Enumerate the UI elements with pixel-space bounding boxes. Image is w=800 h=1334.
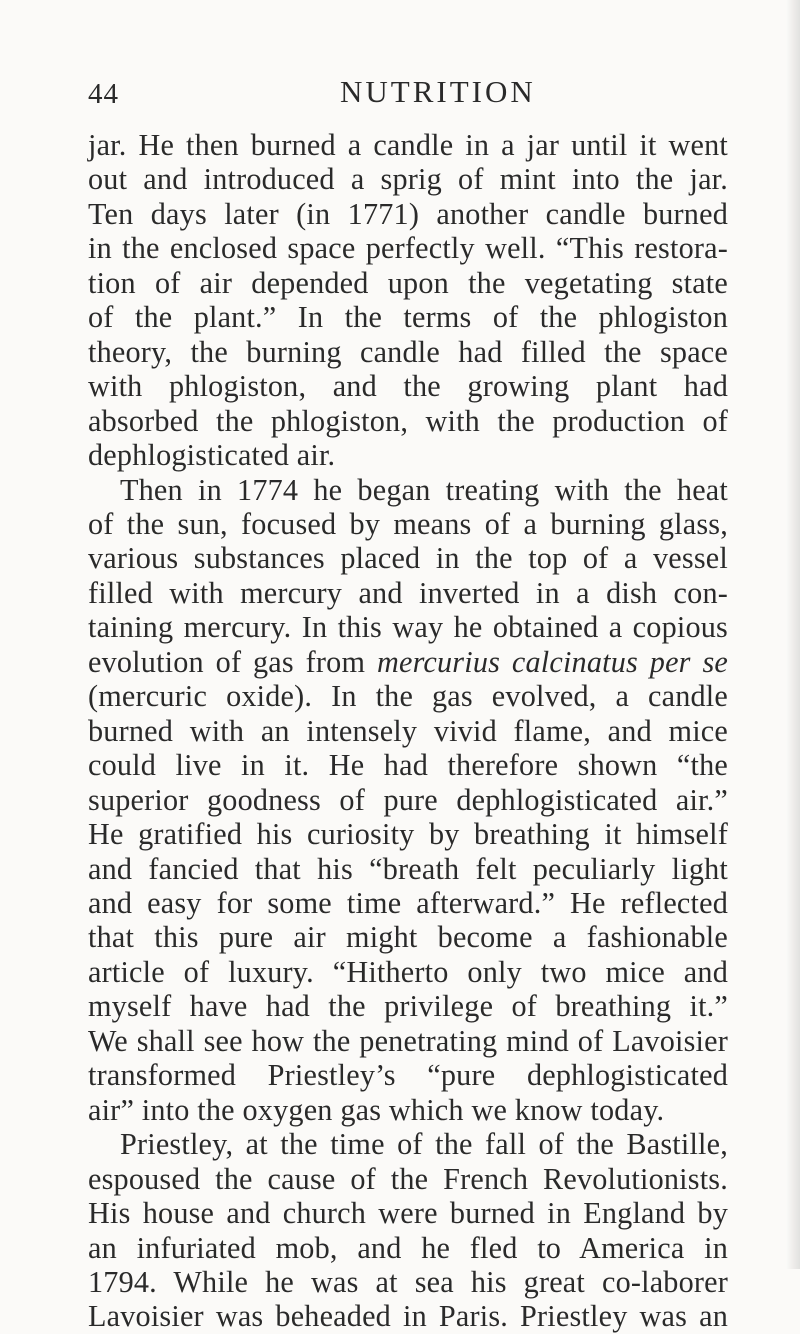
text-line: could live in it. He had therefore shown “the	[88, 748, 728, 783]
text-line: jar. He then burned a candle in a jar until it went	[88, 128, 728, 162]
text-line: an infuriated mob, and he fled to America in	[88, 1230, 728, 1265]
page-edge-shadow	[786, 0, 800, 1269]
text-line: of the sun, focused by means of a burning glass,	[88, 506, 728, 541]
text-line: of the plant.” In the terms of the phlogiston	[88, 300, 728, 335]
text-line: taining mercury. In this way he obtained a copious	[88, 610, 728, 645]
text-line: filled with mercury and inverted in a dish con-	[88, 575, 728, 610]
text-line: burned with an intensely vivid flame, and mice	[88, 713, 728, 748]
paragraph-3	[88, 1127, 728, 1334]
running-head: NUTRITION	[340, 74, 536, 109]
paragraph-1	[88, 128, 728, 473]
text-line: (mercuric oxide). In the gas evolved, a candle	[88, 679, 728, 714]
text-line: His house and church were burned in England by	[88, 1196, 728, 1231]
text-line: theory, the burning candle had filled the space	[88, 334, 728, 369]
text-line: Then in 1774 he began treating with the heat	[120, 472, 728, 507]
paragraph-2	[88, 473, 728, 1128]
text-line: 1794. While he was at sea his great co-laborer	[88, 1264, 728, 1299]
page-number: 44	[88, 78, 119, 110]
text-line: and easy for some time afterward.” He reflected	[88, 885, 728, 920]
text-line: absorbed the phlogiston, with the production of	[88, 403, 728, 438]
page-header	[88, 74, 728, 114]
text-line: air” into the oxygen gas which we know today.	[88, 1092, 665, 1127]
text-line: Lavoisier was beheaded in Paris. Priestley was an	[88, 1299, 728, 1334]
text-line: and fancied that his “breath felt peculiarly light	[88, 851, 728, 886]
text-line: transformed Priestley’s “pure dephlogisticated	[88, 1058, 728, 1093]
text-line: espoused the cause of the French Revolutionists.	[88, 1161, 728, 1196]
text-line: He gratified his curiosity by breathing it himself	[88, 817, 728, 852]
text-line: various substances placed in the top of a vessel	[88, 541, 728, 576]
text-line: that this pure air might become a fashionable	[88, 920, 728, 955]
text-line: in the enclosed space perfectly well. “This restora-	[88, 231, 728, 266]
text-run: evolution of gas from	[88, 644, 377, 679]
text-line-with-italic	[88, 645, 728, 679]
text-line: We shall see how the penetrating mind of Lavoisier	[88, 1023, 728, 1058]
text-line: myself have had the privilege of breathing it.”	[88, 989, 728, 1024]
text-line: Priestley, at the time of the fall of the Bastille,	[120, 1127, 728, 1162]
text-line: with phlogiston, and the growing plant had	[88, 369, 728, 404]
text-line: out and introduced a sprig of mint into the jar.	[88, 162, 728, 197]
text-line: dephlogisticated air.	[88, 438, 336, 473]
latin-term: mercurius calcinatus per se	[376, 644, 728, 679]
body-text	[88, 128, 728, 1334]
text-line: tion of air depended upon the vegetating state	[88, 265, 728, 300]
text-line: superior goodness of pure dephlogisticated air.”	[88, 782, 728, 817]
text-line: Ten days later (in 1771) another candle burned	[88, 196, 728, 231]
text-line: article of luxury. “Hitherto only two mice and	[88, 954, 728, 989]
